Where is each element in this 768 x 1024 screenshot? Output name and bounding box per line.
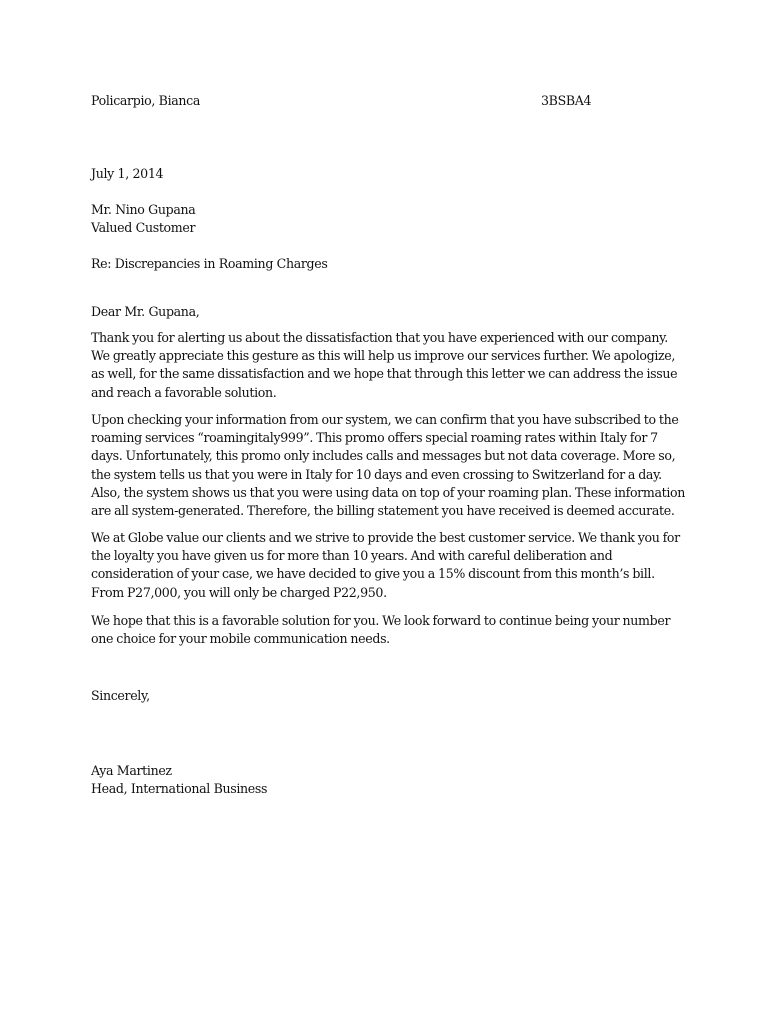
paragraph-line: are all system-generated. Therefore, the billing statement you have received is deemed accurate. [91, 503, 675, 519]
paragraph-line: the loyalty you have given us for more than 10 years. And with careful deliberation and [91, 548, 613, 564]
salutation: Dear Mr. Gupana, [91, 304, 200, 319]
paragraph-line: roaming services “roamingitaly999”. This promo offers special roaming rates within Italy for 7 [91, 430, 658, 446]
paragraph-line: Upon checking your information from our system, we can confirm that you have subscribed to the [91, 412, 679, 427]
section-code: 3BSBA4 [541, 93, 592, 108]
paragraph-line: We at Globe value our clients and we strive to provide the best customer service. We thank you for [91, 530, 680, 545]
paragraph-3 [91, 529, 679, 602]
paragraph-2 [91, 411, 685, 520]
paragraph-line: days. Unfortunately, this promo only includes calls and messages but not data coverage. More so, [91, 448, 676, 464]
signatory-name: Aya Martinez [91, 763, 172, 778]
paragraph-1 [91, 329, 679, 402]
paragraph-line: We greatly appreciate this gesture as this will help us improve our services further. We apologize, [91, 348, 676, 364]
paragraph-line: one choice for your mobile communication needs. [91, 631, 390, 647]
letter-subject: Re: Discrepancies in Roaming Charges [91, 256, 328, 271]
author-name: Policarpio, Bianca [91, 93, 201, 108]
paragraph-4 [91, 612, 679, 648]
paragraph-line: and reach a favorable solution. [91, 384, 277, 400]
paragraph-line: the system tells us that you were in Italy for 10 days and even crossing to Switzerland for a day. [91, 466, 662, 482]
paragraph-line: We hope that this is a favorable solution for you. We look forward to continue being your number [91, 613, 671, 628]
recipient-title: Valued Customer [91, 220, 196, 235]
paragraph-line: Thank you for alerting us about the dissatisfaction that you have experienced with our company. [91, 330, 668, 345]
letter-date: July 1, 2014 [91, 166, 164, 181]
signatory-title: Head, International Business [91, 781, 268, 796]
paragraph-line: as well, for the same dissatisfaction and we hope that through this letter we can address the issue [91, 366, 678, 382]
paragraph-line: From P27,000, you will only be charged P22,950. [91, 584, 387, 600]
closing: Sincerely, [91, 688, 150, 703]
paragraph-line: consideration of your case, we have decided to give you a 15% discount from this month’s bill. [91, 566, 655, 582]
paragraph-line: Also, the system shows us that you were using data on top of your roaming plan. These information [91, 484, 685, 500]
recipient-name: Mr. Nino Gupana [91, 202, 196, 217]
